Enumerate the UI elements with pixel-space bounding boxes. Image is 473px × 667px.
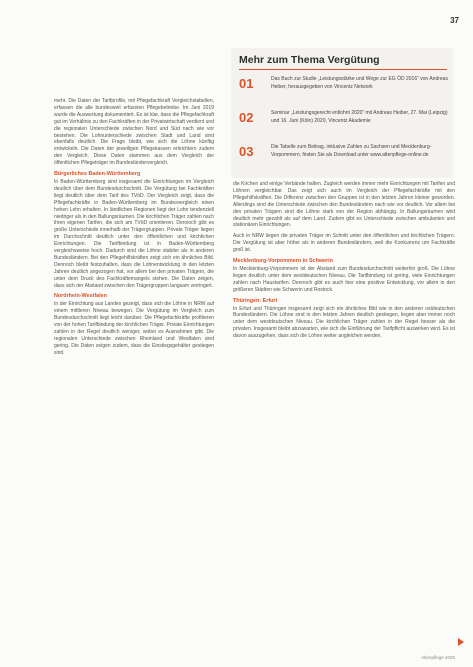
right-column [233, 181, 455, 340]
info-item-number: 02 [239, 110, 254, 125]
body-paragraph: Auch in NRW liegen die privaten Träger im Schnitt unter den öffentlichen und kirchlichen Trägern. Die Vergütung ist aber höher als in anderen Bundesländern, weil die Konkurrenz um Fachkräfte groß ist. [233, 233, 455, 254]
body-paragraph: In der Einrichtung aus Landes gezeigt, dass sich die Löhne in NRW auf einem mittleren Niveau bewegen. Die Vergütung im Vergleich zum Bundesdurchschnitt liegt leicht darüber. Die Pflegefachkräfte profitieren von der hohen Tarifbindung der kirchlichen Träger. Private Einrichtungen zahlen in der Regel deutlich weniger, wobei es Ausnahmen gibt. Die regionalen Unterschiede zwischen Rheinland und Westfalen sind gering. Die Daten zeigen zudem, dass die Einstiegsgehälter gestiegen sind. [54, 301, 215, 356]
body-paragraph: In Baden-Württemberg sind insgesamt die Einrichtungen im Vergleich deutlich über dem Bundesdurchschnitt. Die Vergütung bei Fachkräften liegt deutlich über dem Tarif des TVöD. Der Vergleich zeigt, dass die Pflegefachkräfte in Baden-Württemberg im Bundesvergleich einen hohen Lohn erhalten. In ländlichen Regionen liegt der Lohn tendenziell niedriger als in den Ballungsräumen. Die kirchlichen Träger zahlen nach ihren eigenen Tarifen, die sich am TVöD orientieren. Dennoch gibt es große Unterschiede innerhalb der Trägergruppen. Private Träger liegen im Durchschnitt deutlich unter den öffentlichen und kirchlichen Einrichtungen. Die Tarifbindung ist in Baden-Württemberg vergleichsweise hoch. Dadurch sind die Löhne stabiler als in anderen Bundesländern. Bei den Pflegehilfskräften zeigt sich ein ähnliches Bild. Dennoch bleibt festzuhalten, dass die Lohnentwicklung in den letzten Jahren deutlich angezogen hat, vor allem bei den privaten Trägern, die unter dem Druck des Fachkräftemangels stehen. Die Daten zeigen, dass sich der Abstand zwischen den Trägergruppen langsam verringert. [54, 178, 214, 289]
info-item-text: Das Buch zur Studie „Leistungsstärke und Wege zur EG ÖD 2016“ von Andreas Heiber, herausgegeben von Vincentz Network [271, 76, 448, 90]
left-column [54, 98, 214, 357]
info-box [231, 48, 453, 178]
info-item-number: 01 [239, 76, 254, 91]
body-paragraph: In Erfurt und Thüringen insgesamt zeigt sich ein ähnliches Bild wie in den anderen ostdeutschen Bundesländern. Die Löhne sind in den letzten Jahren deutlich gestiegen, liegen aber immer noch unter dem westdeutschen Niveau. Die kirchlichen Träger zahlen in der Regel besser als die privaten. Insgesamt bleibt abzuwarten, wie sich die Einführung der Tarifpflicht auswirken wird. Es ist davon auszugehen, dass sich die Löhne weiter angleichen werden. [233, 305, 455, 340]
section-heading: Nordrhein-Westfalen [54, 293, 107, 300]
info-box-divider [239, 69, 447, 70]
info-item-text: Die Tabelle zum Beitrag, inklusive Zahlen zu Sachsen und Mecklenburg-Vorpommern, finden Sie als Download unter www.altenpflege-online.de [271, 144, 432, 158]
page-footer: Altenpflege 2020 [421, 655, 455, 660]
info-item-number: 03 [239, 144, 254, 159]
section-heading: Mecklenburg-Vorpommern in Schwerin [233, 258, 333, 265]
info-item-text: Seminar „Leistungsgerecht entlohnt 2020“ mit Andreas Heiber, 27. Mai (Leipzig) und 16. Juni (Köln) 2020, Vincentz Akademie [271, 110, 448, 124]
body-paragraph: die Kirchen und einige Verbände halten. Zugleich werden immer mehr Einrichtungen mit Tarifen und Löhnen vergleichbar. Das zeigt sich auch im Vergleich der Pflegefachkräfte mit den Pflegehilfskräften. Die Differenz zwischen den Gruppen ist in den letzten Jahren kleiner geworden. Allerdings sind die Unterschiede zwischen den Bundesländern nach wie vor deutlich. Vor allem bei den privaten Trägern sind die Löhne stark von der Region abhängig. In Ballungsräumen wird deutlich mehr gezahlt als auf dem Land. Zudem gibt es Unterschiede zwischen ambulanten und stationären Einrichtungen. [233, 181, 455, 229]
info-box-title: Mehr zum Thema Vergütung [239, 54, 380, 66]
body-paragraph: In Mecklenburg-Vorpommern ist der Abstand zum Bundesdurchschnitt weiterhin groß. Die Löhne liegen deutlich unter dem westdeutschen Niveau. Die Tarifbindung ist gering, viele Einrichtungen zahlen nach Haustarifen. Dennoch gibt es auch hier eine positive Entwicklung, vor allem in den größeren Städten wie Schwerin und Rostock. [233, 265, 455, 293]
section-heading: Thüringen: Erfurt [233, 297, 278, 304]
section-heading: Bürgerliches Baden-Württemberg [54, 171, 141, 178]
body-paragraph: mehr. Die Daten der Tarifprofile, mit Pflegefachkraft Vergleichstabellen, erfassen die alle bundesweit erfassten Pflegebetriebe. Im Juni 2019 wurde die Auswertung dokumentiert. Es ist klar, dass die Pflegefachkraft gut im Verhältnis zu den Fachkräften in der Privatwirtschaft verdient und die regionalen Unterschiede zwischen Nord und Süd nach wie vor bestehen. Die Lohnunterschiede zwischen Stadt und Land sind ebenfalls deutlich. Die Frage bleibt, wie sich die Löhne künftig entwickeln. Die Daten der jeweiligen Pflegekassen erleichtern zudem den Vergleich. Diese Daten stammen aus dem Vergleich der öffentlichen Pflegeträger im Bundesländervergleich. [54, 98, 214, 167]
continue-arrow-icon [458, 638, 464, 646]
page-number: 37 [450, 16, 459, 25]
